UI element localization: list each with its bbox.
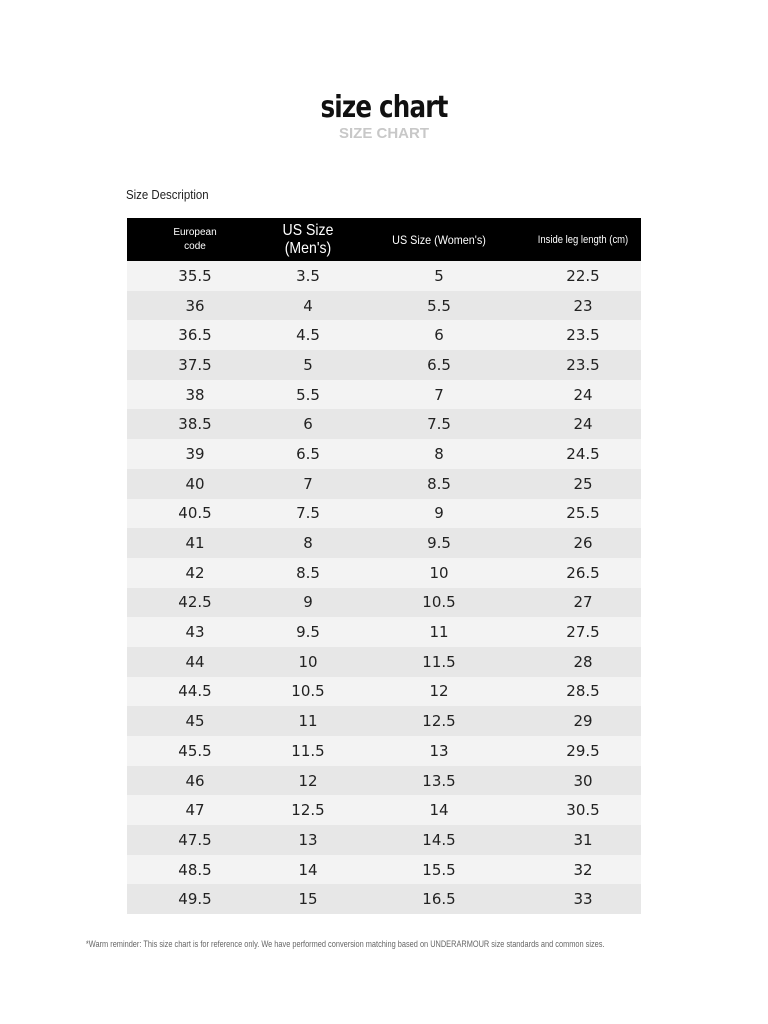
cell-us-mens: 11.5	[291, 741, 325, 760]
cell-us-womens: 5	[434, 266, 444, 285]
cell-inside-leg: 28	[573, 652, 593, 671]
cell-european-code: 45.5	[178, 741, 212, 760]
cell-us-mens: 6	[303, 415, 313, 434]
table-row	[127, 469, 641, 499]
cell-inside-leg: 30	[573, 771, 593, 790]
table-row	[127, 855, 641, 885]
table-row	[127, 320, 641, 350]
cell-inside-leg: 32	[573, 860, 593, 879]
table-row	[127, 706, 641, 736]
cell-inside-leg: 23.5	[566, 326, 600, 345]
cell-us-mens: 5.5	[296, 385, 320, 404]
cell-inside-leg: 28.5	[566, 682, 600, 701]
cell-us-mens: 10	[298, 652, 318, 671]
cell-inside-leg: 25.5	[566, 504, 600, 523]
cell-us-mens: 8	[303, 534, 313, 553]
cell-us-mens: 11	[298, 712, 318, 731]
table-row	[127, 795, 641, 825]
cell-us-mens: 7	[303, 474, 313, 493]
cell-european-code: 47.5	[178, 830, 212, 849]
cell-european-code: 37.5	[178, 355, 212, 374]
cell-european-code: 47	[185, 801, 205, 820]
cell-inside-leg: 25	[573, 474, 593, 493]
cell-us-womens: 7	[434, 385, 444, 404]
cell-inside-leg: 26	[573, 534, 593, 553]
cell-european-code: 40	[185, 474, 205, 493]
cell-us-mens: 7.5	[296, 504, 320, 523]
table-row	[127, 825, 641, 855]
table-row	[127, 766, 641, 796]
table-body	[127, 261, 641, 914]
table-row	[127, 350, 641, 380]
table-row	[127, 261, 641, 291]
cell-european-code: 48.5	[178, 860, 212, 879]
table-row	[127, 736, 641, 766]
header-us-mens: US Size (Men's)	[282, 221, 334, 257]
cell-european-code: 36.5	[178, 326, 212, 345]
cell-us-mens: 10.5	[291, 682, 325, 701]
cell-european-code: 41	[185, 534, 205, 553]
cell-european-code: 46	[185, 771, 205, 790]
cell-us-womens: 9	[434, 504, 444, 523]
header-european-code: European code	[173, 226, 217, 252]
cell-us-mens: 15	[298, 890, 318, 909]
cell-us-womens: 8.5	[427, 474, 451, 493]
cell-us-womens: 10.5	[422, 593, 456, 612]
cell-inside-leg: 26.5	[566, 563, 600, 582]
cell-inside-leg: 24	[573, 415, 593, 434]
cell-inside-leg: 22.5	[566, 266, 600, 285]
cell-us-mens: 4.5	[296, 326, 320, 345]
cell-inside-leg: 23.5	[566, 355, 600, 374]
cell-us-mens: 8.5	[296, 563, 320, 582]
cell-us-mens: 5	[303, 355, 313, 374]
cell-european-code: 39	[185, 444, 205, 463]
table-header	[127, 218, 641, 261]
table-row	[127, 647, 641, 677]
cell-us-womens: 14.5	[422, 830, 456, 849]
cell-european-code: 42.5	[178, 593, 212, 612]
cell-us-womens: 9.5	[427, 534, 451, 553]
cell-us-womens: 11.5	[422, 652, 456, 671]
cell-inside-leg: 33	[573, 890, 593, 909]
cell-us-womens: 8	[434, 444, 444, 463]
cell-us-mens: 13	[298, 830, 318, 849]
table-row	[127, 291, 641, 321]
cell-us-mens: 12	[298, 771, 318, 790]
cell-us-mens: 14	[298, 860, 318, 879]
cell-inside-leg: 29.5	[566, 741, 600, 760]
section-label: Size Description	[126, 187, 209, 202]
cell-us-womens: 15.5	[422, 860, 456, 879]
page-subtitle: SIZE CHART	[339, 125, 429, 142]
table-row	[127, 380, 641, 410]
cell-us-womens: 13	[429, 741, 449, 760]
cell-us-womens: 10	[429, 563, 449, 582]
cell-inside-leg: 27.5	[566, 623, 600, 642]
table-row	[127, 499, 641, 529]
table-row	[127, 588, 641, 618]
cell-us-mens: 9.5	[296, 623, 320, 642]
cell-inside-leg: 29	[573, 712, 593, 731]
cell-inside-leg: 24	[573, 385, 593, 404]
table-row	[127, 409, 641, 439]
cell-european-code: 45	[185, 712, 205, 731]
table-row	[127, 558, 641, 588]
cell-us-womens: 14	[429, 801, 449, 820]
cell-european-code: 40.5	[178, 504, 212, 523]
footnote: *Warm reminder: This size chart is for reference only. We have performed conversion matching based on UNDERARMOUR size standards and common sizes.	[85, 939, 605, 949]
cell-us-mens: 6.5	[296, 444, 320, 463]
table-row	[127, 884, 641, 914]
cell-us-womens: 13.5	[422, 771, 456, 790]
cell-us-mens: 4	[303, 296, 313, 315]
cell-us-mens: 3.5	[296, 266, 320, 285]
cell-us-womens: 16.5	[422, 890, 456, 909]
table-row	[127, 528, 641, 558]
cell-european-code: 44.5	[178, 682, 212, 701]
table-row	[127, 617, 641, 647]
cell-european-code: 36	[185, 296, 205, 315]
cell-us-womens: 6	[434, 326, 444, 345]
cell-us-womens: 12.5	[422, 712, 456, 731]
table-row	[127, 677, 641, 707]
cell-inside-leg: 30.5	[566, 801, 600, 820]
page-title: size chart	[320, 90, 448, 125]
cell-european-code: 44	[185, 652, 205, 671]
cell-european-code: 43	[185, 623, 205, 642]
header-us-womens: US Size (Women's)	[392, 232, 486, 247]
cell-inside-leg: 24.5	[566, 444, 600, 463]
cell-us-womens: 7.5	[427, 415, 451, 434]
table-row	[127, 439, 641, 469]
cell-european-code: 38.5	[178, 415, 212, 434]
cell-european-code: 35.5	[178, 266, 212, 285]
cell-european-code: 42	[185, 563, 205, 582]
cell-us-womens: 5.5	[427, 296, 451, 315]
cell-inside-leg: 27	[573, 593, 593, 612]
cell-inside-leg: 23	[573, 296, 593, 315]
size-table	[127, 218, 641, 914]
cell-european-code: 49.5	[178, 890, 212, 909]
header-inside-leg: Inside leg length (cm)	[537, 233, 629, 246]
cell-us-mens: 9	[303, 593, 313, 612]
cell-inside-leg: 31	[573, 830, 593, 849]
cell-us-mens: 12.5	[291, 801, 325, 820]
cell-us-womens: 11	[429, 623, 449, 642]
cell-us-womens: 6.5	[427, 355, 451, 374]
cell-us-womens: 12	[429, 682, 449, 701]
cell-european-code: 38	[185, 385, 205, 404]
